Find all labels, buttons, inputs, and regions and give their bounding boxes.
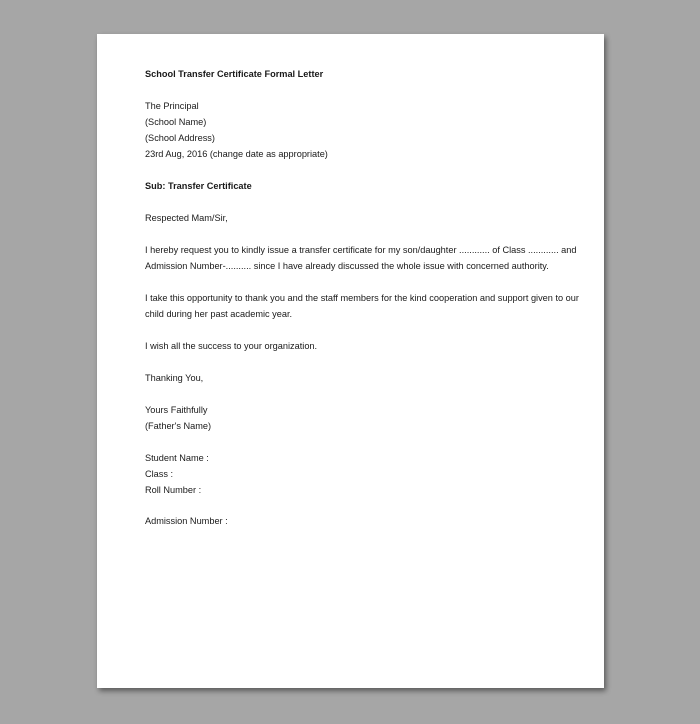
- body-paragraph-2-line-1: I take this opportunity to thank you and the staff members for the kind cooperation and support given to our: [145, 293, 579, 303]
- recipient-line-principal: The Principal: [145, 101, 199, 111]
- closing-signer: (Father's Name): [145, 421, 212, 431]
- body-paragraph-1-line-1: I hereby request you to kindly issue a transfer certificate for my son/daughter ............ of Class ............ and: [145, 245, 577, 255]
- closing-sign-off: Yours Faithfully: [145, 405, 208, 415]
- recipient-line-school-name: (School Name): [145, 117, 207, 127]
- letter-salutation: Respected Mam/Sir,: [145, 213, 228, 223]
- letter-subject: Sub: Transfer Certificate: [145, 181, 252, 191]
- body-paragraph-2-line-2: child during her past academic year.: [145, 309, 293, 319]
- letter-content: [145, 66, 579, 529]
- letter-title: School Transfer Certificate Formal Letter: [145, 69, 324, 79]
- field-class: Class :: [145, 469, 174, 479]
- body-paragraph-3: I wish all the success to your organization.: [145, 341, 318, 351]
- body-paragraph-1-line-2: Admission Number-.......... since I have already discussed the whole issue with concerned authority.: [145, 261, 549, 271]
- field-admission-number: Admission Number :: [145, 516, 228, 526]
- recipient-line-school-address: (School Address): [145, 133, 215, 143]
- letter-date: 23rd Aug, 2016 (change date as appropriate): [145, 149, 328, 159]
- field-roll-number: Roll Number :: [145, 485, 202, 495]
- letter-page: [97, 34, 604, 688]
- closing-thanks: Thanking You,: [145, 373, 204, 383]
- field-student-name: Student Name :: [145, 453, 209, 463]
